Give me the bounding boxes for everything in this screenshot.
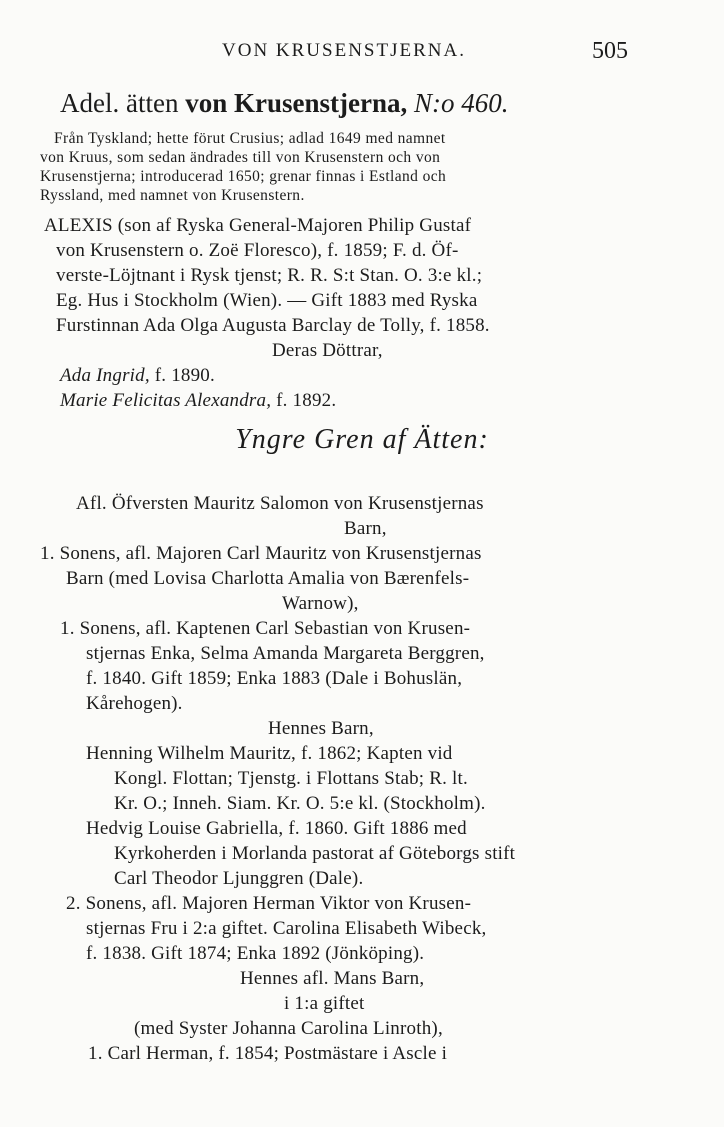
body-line: Henning Wilhelm Mauritz, f. 1862; Kapten vid <box>86 743 453 764</box>
daughter-born: f. 1890. <box>154 365 215 386</box>
body-line: 1. Sonens, afl. Kaptenen Carl Sebastian von Krusen- <box>60 618 471 639</box>
body-line: 1. Carl Herman, f. 1854; Postmästare i Ascle i <box>88 1043 448 1064</box>
alexis-line: verste-Löjtnant i Rysk tjenst; R. R. S:t Stan. O. 3:e kl.; <box>56 265 483 286</box>
body-line: Kr. O.; Inneh. Siam. Kr. O. 5:e kl. (Stockholm). <box>114 793 486 814</box>
alexis-line: von Krusenstern o. Zoë Floresco), f. 1859; F. d. Öf- <box>56 240 459 261</box>
body-line: Hennes Barn, <box>268 718 374 739</box>
body-line: Kårehogen). <box>86 693 183 714</box>
running-header: VON KRUSENSTJERNA. <box>222 40 466 61</box>
body-line: Carl Theodor Ljunggren (Dale). <box>114 868 364 889</box>
body-line: stjernas Fru i 2:a giftet. Carolina Elisabeth Wibeck, <box>86 918 487 939</box>
body-line: Warnow), <box>282 593 359 614</box>
daughters-heading: Deras Döttrar, <box>272 340 383 361</box>
intro-line: von Kruus, som sedan ändrades till von Krusenstern och von <box>40 149 441 166</box>
body-line: Hennes afl. Mans Barn, <box>240 968 425 989</box>
section-heading: Yngre Gren af Ätten: <box>235 424 489 455</box>
family-name: von Krusenstjerna, <box>185 88 408 118</box>
body-line: Kyrkoherden i Morlanda pastorat af Göteborgs stift <box>114 843 516 864</box>
daughter-born: f. 1892. <box>276 390 337 411</box>
intro-line: Ryssland, med namnet von Krusenstern. <box>40 187 305 204</box>
body-line: 1. Sonens, afl. Majoren Carl Mauritz von Krusenstjernas <box>40 543 482 564</box>
body-line: f. 1838. Gift 1874; Enka 1892 (Jönköping). <box>86 943 425 964</box>
daughter-name: Marie Felicitas Alexandra, <box>60 390 272 411</box>
daughter-entry <box>60 365 215 387</box>
body-line: Afl. Öfversten Mauritz Salomon von Krusenstjernas <box>76 493 484 514</box>
body-line: stjernas Enka, Selma Amanda Margareta Berggren, <box>86 643 485 664</box>
page-number: 505 <box>592 38 628 64</box>
alexis-line: Eg. Hus i Stockholm (Wien). — Gift 1883 med Ryska <box>56 290 478 311</box>
body-line: 2. Sonens, afl. Majoren Herman Viktor von Krusen- <box>66 893 472 914</box>
body-line: Hedvig Louise Gabriella, f. 1860. Gift 1886 med <box>86 818 467 839</box>
page-title <box>60 88 508 119</box>
daughter-name: Ada Ingrid, <box>60 365 150 386</box>
intro-line: Från Tyskland; hette förut Crusius; adlad 1649 med namnet <box>54 130 446 147</box>
alexis-line: Furstinnan Ada Olga Augusta Barclay de Tolly, f. 1858. <box>56 315 490 336</box>
alexis-line: ALEXIS (son af Ryska General-Majoren Philip Gustaf <box>44 215 472 236</box>
daughter-entry <box>60 390 336 412</box>
intro-line: Krusenstjerna; introducerad 1650; grenar finnas i Estland och <box>40 168 447 185</box>
body-line: Barn, <box>344 518 387 539</box>
body-line: Kongl. Flottan; Tjenstg. i Flottans Stab; R. lt. <box>114 768 468 789</box>
body-line: f. 1840. Gift 1859; Enka 1883 (Dale i Bohuslän, <box>86 668 463 689</box>
body-line: i 1:a giftet <box>284 993 365 1014</box>
body-line: Barn (med Lovisa Charlotta Amalia von Bærenfels- <box>66 568 470 589</box>
family-number: N:o 460. <box>413 88 509 118</box>
title-prefix: Adel. ätten <box>60 88 179 118</box>
body-line: (med Syster Johanna Carolina Linroth), <box>134 1018 443 1039</box>
